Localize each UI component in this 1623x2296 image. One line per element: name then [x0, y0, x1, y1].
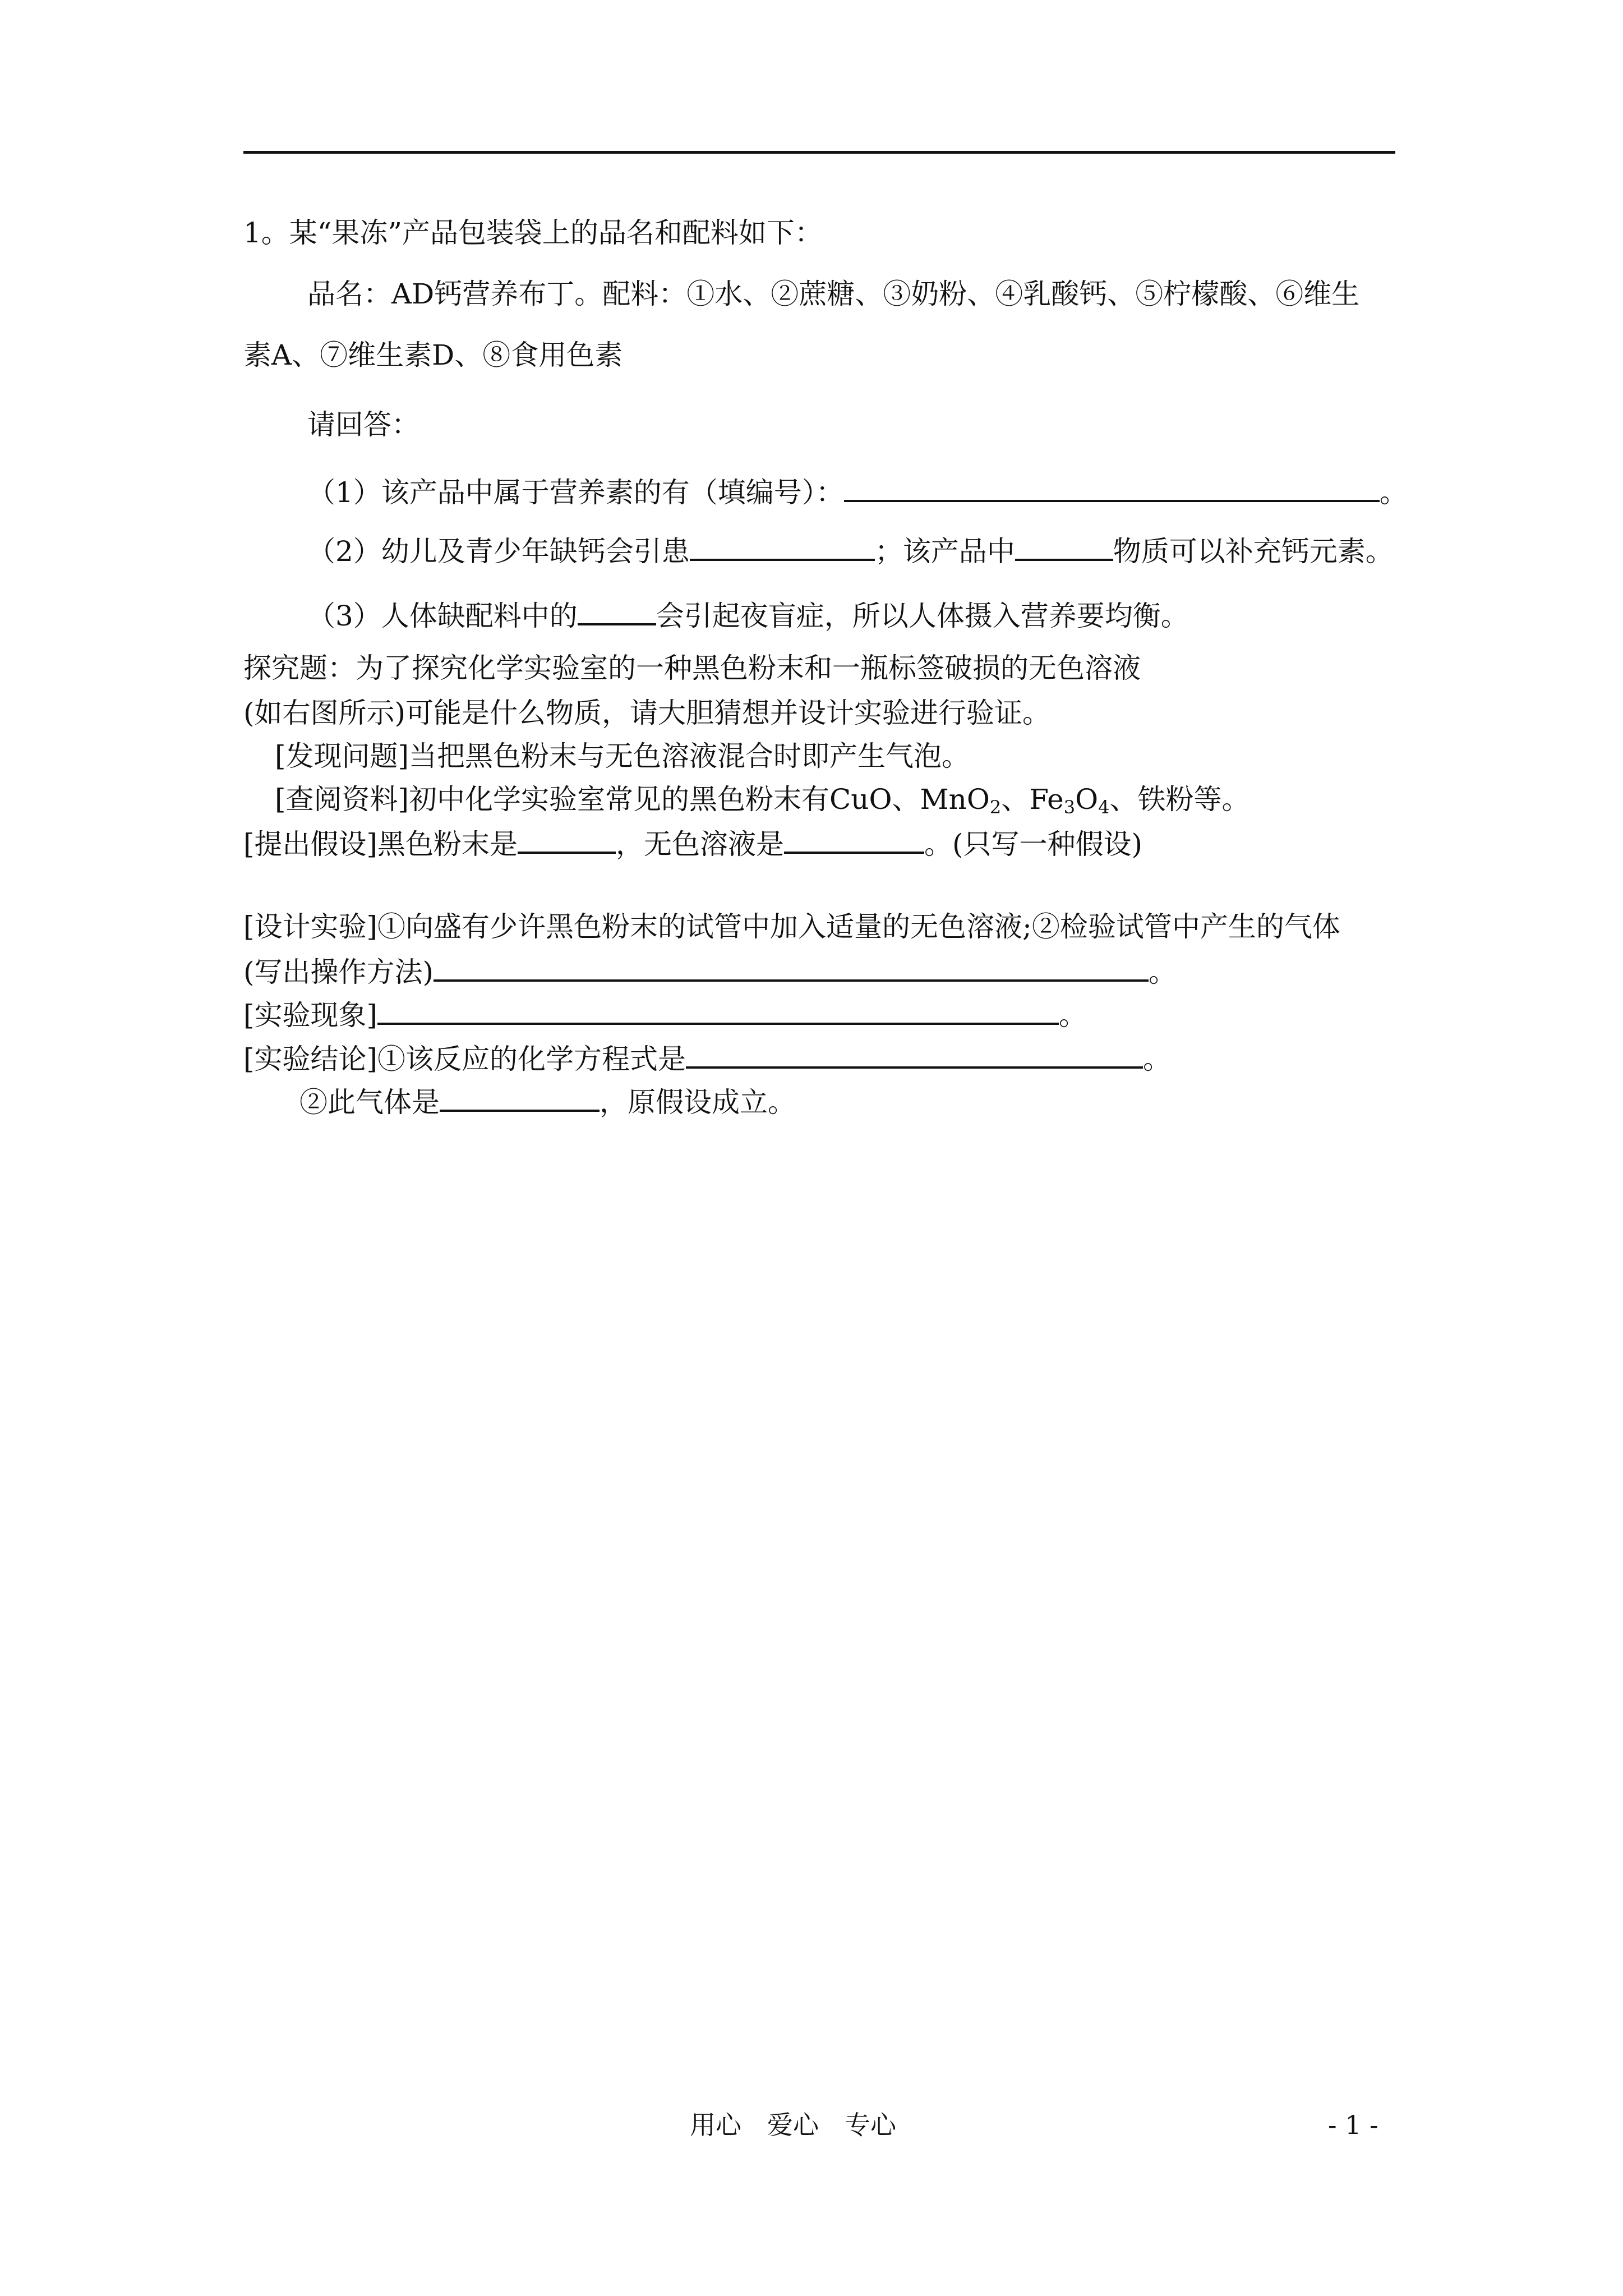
inquiry-intro-2	[243, 696, 1050, 730]
page-number: - 1 -	[1328, 2110, 1378, 2140]
sub-question-2-text: （2）幼儿及青少年缺钙会引患	[307, 535, 690, 568]
design-experiment-text: [设计实验]①向盛有少许黑色粉末的试管中加入适量的无色溶液;②检验试管中产生的气体	[243, 910, 1340, 943]
hypothesis-text: [提出假设]黑色粉末是	[243, 828, 518, 861]
answer-prompt	[307, 408, 419, 441]
discover-problem-text: [发现问题]当把黑色粉末与无色溶液混合时即产生气泡。	[275, 740, 970, 772]
sub-question-2-end: 物质可以补充钙元素。	[1113, 535, 1394, 568]
night-blindness-blank[interactable]	[578, 597, 656, 625]
subscript-2: 2	[989, 797, 1002, 818]
answer-prompt-text: 请回答：	[307, 408, 419, 441]
sub-question-1-text: （1）该产品中属于营养素的有（填编号）：	[307, 476, 844, 509]
subscript-3: 3	[1063, 797, 1076, 818]
product-line-1-text: 品名：AD钙营养布丁。配料：①水、②蔗糖、③奶粉、④乳酸钙、⑤柠檬酸、⑥维生	[307, 278, 1360, 310]
design-method-label: (写出操作方法)	[243, 956, 434, 988]
inquiry-intro-1-text: 探究题：为了探究化学实验室的一种黑色粉末和一瓶标签破损的无色溶液	[243, 652, 1141, 684]
gas-end: ，原假设成立。	[600, 1086, 796, 1119]
product-line-1	[307, 277, 1359, 311]
discover-problem	[275, 739, 970, 773]
reference-o: O	[1075, 783, 1099, 816]
question-1-intro	[243, 216, 823, 250]
calcium-source-blank[interactable]	[1015, 533, 1113, 561]
reference-fe: 、Fe	[1001, 783, 1064, 816]
design-experiment-2	[243, 954, 1177, 989]
sub-question-1	[307, 474, 1408, 509]
conclusion-end: 。	[1143, 1043, 1172, 1075]
hypothesis-end: 。(只写一种假设)	[924, 828, 1143, 861]
sub-question-3	[307, 597, 1189, 633]
disease-answer-blank[interactable]	[690, 533, 875, 561]
footer-motto: 用心 爱心 专心	[690, 2110, 896, 2140]
hypothesis-middle: ，无色溶液是	[616, 828, 785, 861]
sub-question-3-text: （3）人体缺配料中的	[307, 600, 578, 632]
black-powder-blank[interactable]	[518, 826, 616, 854]
reference-text: [查阅资料]初中化学实验室常见的黑色粉末有CuO、MnO	[275, 783, 990, 816]
reference-materials	[275, 783, 1250, 816]
equation-answer-blank[interactable]	[686, 1041, 1143, 1069]
design-experiment-1	[243, 910, 1340, 944]
phenomenon-answer-blank[interactable]	[377, 997, 1059, 1025]
experiment-conclusion	[243, 1041, 1171, 1076]
reference-end: 、铁粉等。	[1109, 783, 1250, 816]
experiment-phenomenon	[243, 997, 1087, 1032]
question-1-intro-text: 1。某“果冻”产品包装袋上的品名和配料如下：	[243, 217, 823, 249]
sub-question-3-end: 会引起夜盲症，所以人体摄入营养要均衡。	[656, 600, 1189, 632]
gas-answer-blank[interactable]	[440, 1084, 600, 1112]
phenomenon-end: 。	[1059, 999, 1087, 1032]
sub-question-2	[307, 533, 1394, 568]
nutrient-answer-blank[interactable]	[844, 474, 1380, 502]
conclusion-label: [实验结论]①该反应的化学方程式是	[243, 1043, 686, 1075]
inquiry-intro-2-text: (如右图所示)可能是什么物质，请大胆猜想并设计实验进行验证。	[243, 697, 1051, 729]
gas-identification	[299, 1084, 796, 1119]
subscript-4: 4	[1098, 797, 1110, 818]
phenomenon-label: [实验现象]	[243, 999, 378, 1032]
sub-question-2-middle: ；该产品中	[874, 535, 1015, 568]
inquiry-intro-1	[243, 651, 1141, 685]
design-method-end: 。	[1149, 956, 1177, 988]
product-line-2-text: 素A、⑦维生素D、⑧食用色素	[243, 339, 623, 371]
hypothesis	[243, 826, 1142, 861]
sub-question-1-end: 。	[1379, 476, 1408, 509]
solution-blank[interactable]	[784, 826, 924, 854]
gas-label: ②此气体是	[299, 1086, 440, 1119]
method-answer-blank[interactable]	[434, 954, 1149, 982]
product-line-2	[243, 338, 623, 372]
header-rule	[243, 151, 1395, 154]
